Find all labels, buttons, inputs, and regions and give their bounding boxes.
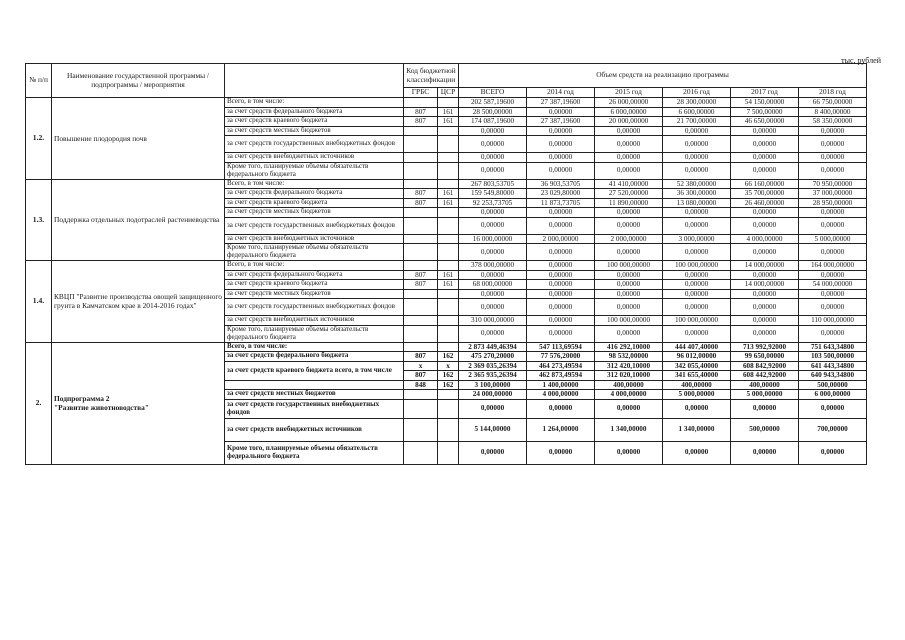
amount-cell: 6 600,00000 [663,107,731,117]
amount-cell: 0,00000 [799,289,867,299]
amount-cell: 0,00000 [527,280,595,290]
amount-cell: 0,00000 [731,316,799,326]
csr-code [438,98,459,108]
csr-code: 161 [438,189,459,199]
amount-cell: 0,00000 [459,217,527,234]
grbs-code [404,390,438,400]
amount-cell: 0,00000 [799,325,867,342]
grbs-code [404,418,438,441]
grbs-code [404,208,438,218]
source-label: Всего, в том числе: [225,261,404,271]
amount-cell: 0,00000 [595,217,663,234]
amount-cell: 46 650,00000 [731,117,799,127]
source-label: за счет средств внебюджетных источников [225,234,404,244]
amount-cell: 0,00000 [731,136,799,153]
source-label: за счет средств внебюджетных источников [225,153,404,163]
csr-code [438,418,459,441]
amount-cell: 24 000,00000 [459,390,527,400]
grbs-code [404,261,438,271]
amount-cell: 4 000,00000 [527,390,595,400]
amount-cell: 500,00000 [799,380,867,390]
amount-cell: 174 087,19600 [459,117,527,127]
csr-code [438,299,459,316]
amount-cell: 0,00000 [663,399,731,418]
amount-cell: 36 300,00000 [663,189,731,199]
amount-cell: 202 587,19600 [459,98,527,108]
source-label: за счет средств местных бюджетов [225,390,404,400]
amount-cell: 0,00000 [731,153,799,163]
amount-cell: 0,00000 [459,208,527,218]
amount-cell: 2 365 935,26394 [459,371,527,381]
amount-cell: 0,00000 [663,153,731,163]
grbs-code [404,289,438,299]
amount-cell: 310 000,00000 [459,316,527,326]
subprogram-name [52,342,225,464]
csr-code: 161 [438,270,459,280]
csr-code [438,153,459,163]
header-year: 2018 год [799,88,867,98]
header-name: Наименование государственной программы / подпрограммы / мероприятия [52,64,225,98]
amount-cell: 100 000,00000 [595,261,663,271]
csr-code [438,441,459,464]
amount-cell: 0,00000 [731,270,799,280]
grbs-code [404,325,438,342]
amount-cell: 13 080,00000 [663,198,731,208]
source-label: за счет средств внебюджетных источников [225,316,404,326]
source-label: Кроме того, планируемые объемы обязательств федерального бюджета [225,244,404,261]
amount-cell: 0,00000 [527,107,595,117]
amount-cell: 0,00000 [731,325,799,342]
amount-cell: 547 113,69594 [527,342,595,352]
source-label: за счет средств государственных внебюджетных фондов [225,217,404,234]
header-csr: ЦСР [438,88,459,98]
amount-cell: 0,00000 [731,299,799,316]
row-number: 1.3. [26,179,52,261]
amount-cell: 54 000,00000 [799,280,867,290]
subprogram-subtitle: "Развитие животноводства" [54,403,149,412]
source-label: за счет средств государственных внебюджетных фондов [225,299,404,316]
amount-cell: 444 407,40000 [663,342,731,352]
amount-cell: 2 369 035,26394 [459,361,527,371]
source-label: за счет средств краевого бюджета [225,280,404,290]
amount-cell: 1 264,00000 [527,418,595,441]
amount-cell: 0,00000 [663,325,731,342]
unit-label: тыс. рублей [841,56,881,65]
amount-cell: 0,00000 [799,217,867,234]
csr-code [438,217,459,234]
amount-cell: 0,00000 [527,244,595,261]
amount-cell: 0,00000 [527,399,595,418]
csr-code [438,179,459,189]
row-number: 2. [26,342,52,464]
amount-cell: 312 420,10000 [595,361,663,371]
amount-cell: 0,00000 [527,136,595,153]
grbs-code [404,136,438,153]
source-label: за счет средств государственных внебюджетных фондов [225,136,404,153]
amount-cell: 0,00000 [527,325,595,342]
amount-cell: 100 000,00000 [663,261,731,271]
amount-cell: 0,00000 [663,289,731,299]
amount-cell: 0,00000 [527,441,595,464]
source-label: за счет средств местных бюджетов [225,289,404,299]
amount-cell: 5 000,00000 [731,390,799,400]
source-label: Кроме того, планируемые объемы обязательств федерального бюджета [225,441,404,464]
amount-cell: 0,00000 [527,153,595,163]
amount-cell: 36 903,53705 [527,179,595,189]
row-number: 1.4. [26,261,52,343]
csr-code [438,208,459,218]
source-label: за счет средств краевого бюджета всего, в том числе [225,361,404,380]
amount-cell: 0,00000 [459,153,527,163]
csr-code: x [438,361,459,371]
amount-cell: 0,00000 [799,299,867,316]
amount-cell: 0,00000 [459,325,527,342]
amount-cell: 5 144,00000 [459,418,527,441]
subprogram-title: Подпрограмма 2 [54,394,110,403]
header-blank [225,64,404,98]
amount-cell: 27 387,19600 [527,98,595,108]
amount-cell: 0,00000 [799,270,867,280]
amount-cell: 0,00000 [799,244,867,261]
amount-cell: 400,00000 [731,380,799,390]
amount-cell: 28 950,00000 [799,198,867,208]
amount-cell: 0,00000 [459,289,527,299]
csr-code [438,136,459,153]
csr-code: 162 [438,371,459,381]
csr-code [438,399,459,418]
amount-cell: 0,00000 [663,270,731,280]
grbs-code [404,244,438,261]
amount-cell: 0,00000 [799,208,867,218]
csr-code: 161 [438,107,459,117]
grbs-code [404,217,438,234]
amount-cell: 3 100,00000 [459,380,527,390]
amount-cell: 0,00000 [663,136,731,153]
amount-cell: 52 380,00000 [663,179,731,189]
amount-cell: 0,00000 [731,441,799,464]
amount-cell: 0,00000 [799,126,867,136]
grbs-code: 807 [404,198,438,208]
grbs-code [404,399,438,418]
amount-cell: 5 000,00000 [799,234,867,244]
header-volume: Объем средств на реализацию программы [459,64,867,88]
amount-cell: 400,00000 [663,380,731,390]
source-label: за счет средств краевого бюджета [225,117,404,127]
grbs-code: 848 [404,380,438,390]
grbs-code [404,179,438,189]
amount-cell: 0,00000 [459,136,527,153]
amount-cell: 37 000,00000 [799,189,867,199]
amount-cell: 341 655,40000 [663,371,731,381]
amount-cell: 14 000,00000 [731,261,799,271]
amount-cell: 164 000,00000 [799,261,867,271]
amount-cell: 464 273,49594 [527,361,595,371]
grbs-code [404,342,438,352]
measure-name: КВЦП "Развитие производства овощей защищенного грунта в Камчатском крае в 2014-2016 годах" [52,261,225,343]
grbs-code [404,126,438,136]
amount-cell: 66 750,00000 [799,98,867,108]
amount-cell: 0,00000 [731,217,799,234]
amount-cell: 700,00000 [799,418,867,441]
amount-cell: 0,00000 [731,126,799,136]
amount-cell: 0,00000 [799,441,867,464]
csr-code [438,126,459,136]
amount-cell: 2 000,00000 [527,234,595,244]
amount-cell: 0,00000 [527,126,595,136]
amount-cell: 0,00000 [663,217,731,234]
amount-cell: 342 055,40000 [663,361,731,371]
source-label: за счет средств федерального бюджета [225,352,404,362]
amount-cell: 0,00000 [527,162,595,179]
amount-cell: 0,00000 [595,399,663,418]
source-label: за счет средств внебюджетных источников [225,418,404,441]
row-number: 1.2. [26,98,52,180]
source-label: Кроме того, планируемые объемы обязательств федерального бюджета [225,162,404,179]
csr-code [438,342,459,352]
amount-cell: 23 029,80000 [527,189,595,199]
amount-cell: 462 873,49594 [527,371,595,381]
amount-cell: 0,00000 [731,244,799,261]
amount-cell: 35 700,00000 [731,189,799,199]
source-label: Всего, в том числе: [225,342,404,352]
amount-cell: 0,00000 [731,208,799,218]
amount-cell: 0,00000 [459,399,527,418]
amount-cell: 159 549,80000 [459,189,527,199]
amount-cell: 6 000,00000 [799,390,867,400]
amount-cell: 110 000,00000 [799,316,867,326]
grbs-code [404,162,438,179]
grbs-code [404,234,438,244]
amount-cell: 0,00000 [527,289,595,299]
source-label: за счет средств краевого бюджета [225,198,404,208]
amount-cell: 416 292,10000 [595,342,663,352]
source-label: за счет средств федерального бюджета [225,107,404,117]
csr-code [438,289,459,299]
amount-cell: 100 000,00000 [595,316,663,326]
source-label: за счет средств федерального бюджета [225,189,404,199]
amount-cell: 0,00000 [595,244,663,261]
amount-cell: 475 270,20000 [459,352,527,362]
amount-cell: 4 000,00000 [595,390,663,400]
amount-cell: 27 520,00000 [595,189,663,199]
source-label: за счет средств местных бюджетов [225,126,404,136]
amount-cell: 21 700,00000 [663,117,731,127]
amount-cell: 4 000,00000 [731,234,799,244]
source-label: за счет средств федерального бюджета [225,270,404,280]
grbs-code [404,299,438,316]
amount-cell: 608 842,92000 [731,361,799,371]
amount-cell: 103 500,00000 [799,352,867,362]
amount-cell: 0,00000 [799,136,867,153]
amount-cell: 0,00000 [799,399,867,418]
csr-code: 161 [438,117,459,127]
amount-cell: 14 000,00000 [731,280,799,290]
csr-code [438,316,459,326]
source-label: Кроме того, планируемые объемы обязательств федерального бюджета [225,325,404,342]
amount-cell: 66 160,00000 [731,179,799,189]
amount-cell: 713 992,92000 [731,342,799,352]
amount-cell: 5 000,00000 [663,390,731,400]
table-row [26,342,867,352]
csr-code: 161 [438,280,459,290]
amount-cell: 3 000,00000 [663,234,731,244]
csr-code: 161 [438,198,459,208]
amount-cell: 2 873 449,46394 [459,342,527,352]
amount-cell: 0,00000 [595,136,663,153]
amount-cell: 0,00000 [663,244,731,261]
grbs-code: 807 [404,189,438,199]
amount-cell: 0,00000 [663,208,731,218]
amount-cell: 0,00000 [459,244,527,261]
amount-cell: 0,00000 [663,280,731,290]
amount-cell: 41 410,00000 [595,179,663,189]
amount-cell: 0,00000 [595,441,663,464]
grbs-code: 807 [404,371,438,381]
amount-cell: 0,00000 [731,399,799,418]
grbs-code [404,153,438,163]
amount-cell: 0,00000 [459,270,527,280]
amount-cell: 0,00000 [459,441,527,464]
amount-cell: 0,00000 [595,280,663,290]
grbs-code [404,98,438,108]
amount-cell: 0,00000 [459,126,527,136]
amount-cell: 751 643,34800 [799,342,867,352]
amount-cell: 92 253,73705 [459,198,527,208]
amount-cell: 11 873,73705 [527,198,595,208]
amount-cell: 0,00000 [527,299,595,316]
amount-cell: 0,00000 [663,162,731,179]
amount-cell: 0,00000 [595,126,663,136]
amount-cell: 0,00000 [595,270,663,280]
amount-cell: 0,00000 [527,217,595,234]
grbs-code: 807 [404,280,438,290]
source-label-blank [225,380,404,390]
table-row [26,179,867,189]
measure-name: Повышение плодородия почв [52,98,225,180]
header-year: 2016 год [663,88,731,98]
amount-cell: 28 500,00000 [459,107,527,117]
amount-cell: 6 000,00000 [595,107,663,117]
source-label: Всего, в том числе: [225,98,404,108]
csr-code [438,162,459,179]
amount-cell: 8 400,00000 [799,107,867,117]
measure-name: Поддержка отдельных подотраслей растениеводства [52,179,225,261]
grbs-code: 807 [404,352,438,362]
amount-cell: 0,00000 [527,316,595,326]
amount-cell: 1 340,00000 [595,418,663,441]
amount-cell: 400,00000 [595,380,663,390]
csr-code [438,261,459,271]
csr-code [438,234,459,244]
header-total: ВСЕГО [459,88,527,98]
budget-table [25,63,867,465]
amount-cell: 0,00000 [459,299,527,316]
amount-cell: 0,00000 [799,153,867,163]
amount-cell: 98 532,00000 [595,352,663,362]
amount-cell: 0,00000 [595,162,663,179]
header-year: 2015 год [595,88,663,98]
amount-cell: 378 000,00000 [459,261,527,271]
amount-cell: 0,00000 [595,325,663,342]
amount-cell: 26 460,00000 [731,198,799,208]
amount-cell: 0,00000 [595,208,663,218]
amount-cell: 54 150,00000 [731,98,799,108]
source-label: за счет средств государственных внебюджетных фондов [225,399,404,418]
amount-cell: 267 803,53705 [459,179,527,189]
source-label: за счет средств местных бюджетов [225,208,404,218]
amount-cell: 0,00000 [459,162,527,179]
amount-cell: 16 000,00000 [459,234,527,244]
header-code: Код бюджетной классификации [404,64,459,88]
amount-cell: 99 650,00000 [731,352,799,362]
amount-cell: 70 950,00000 [799,179,867,189]
grbs-code: 807 [404,117,438,127]
amount-cell: 0,00000 [595,299,663,316]
amount-cell: 500,00000 [731,418,799,441]
csr-code: 162 [438,352,459,362]
grbs-code [404,441,438,464]
amount-cell: 640 943,34800 [799,371,867,381]
table-row [26,261,867,271]
csr-code [438,390,459,400]
csr-code: 162 [438,380,459,390]
amount-cell: 0,00000 [663,126,731,136]
amount-cell: 2 000,00000 [595,234,663,244]
amount-cell: 96 012,00000 [663,352,731,362]
amount-cell: 0,00000 [731,162,799,179]
amount-cell: 0,00000 [663,441,731,464]
amount-cell: 608 442,92000 [731,371,799,381]
amount-cell: 0,00000 [595,289,663,299]
table-row [26,98,867,108]
csr-code [438,325,459,342]
header-no: № п/п [26,64,52,98]
amount-cell: 0,00000 [799,162,867,179]
header-grbs: ГРБС [404,88,438,98]
amount-cell: 641 443,34800 [799,361,867,371]
amount-cell: 0,00000 [595,153,663,163]
amount-cell: 77 576,20000 [527,352,595,362]
header-year: 2014 год [527,88,595,98]
amount-cell: 312 020,10000 [595,371,663,381]
amount-cell: 1 340,00000 [663,418,731,441]
source-label: Всего, в том числе: [225,179,404,189]
amount-cell: 1 400,00000 [527,380,595,390]
csr-code [438,244,459,261]
amount-cell: 0,00000 [731,289,799,299]
amount-cell: 0,00000 [527,270,595,280]
grbs-code: 807 [404,270,438,280]
amount-cell: 68 000,00000 [459,280,527,290]
amount-cell: 26 000,00000 [595,98,663,108]
amount-cell: 58 350,00000 [799,117,867,127]
grbs-code [404,316,438,326]
amount-cell: 0,00000 [663,299,731,316]
amount-cell: 11 890,00000 [595,198,663,208]
amount-cell: 28 300,00000 [663,98,731,108]
amount-cell: 0,00000 [527,261,595,271]
grbs-code: 807 [404,107,438,117]
header-year: 2017 год [731,88,799,98]
amount-cell: 100 000,00000 [663,316,731,326]
amount-cell: 0,00000 [527,208,595,218]
amount-cell: 7 500,00000 [731,107,799,117]
amount-cell: 20 000,00000 [595,117,663,127]
grbs-code: x [404,361,438,371]
amount-cell: 27 387,19600 [527,117,595,127]
